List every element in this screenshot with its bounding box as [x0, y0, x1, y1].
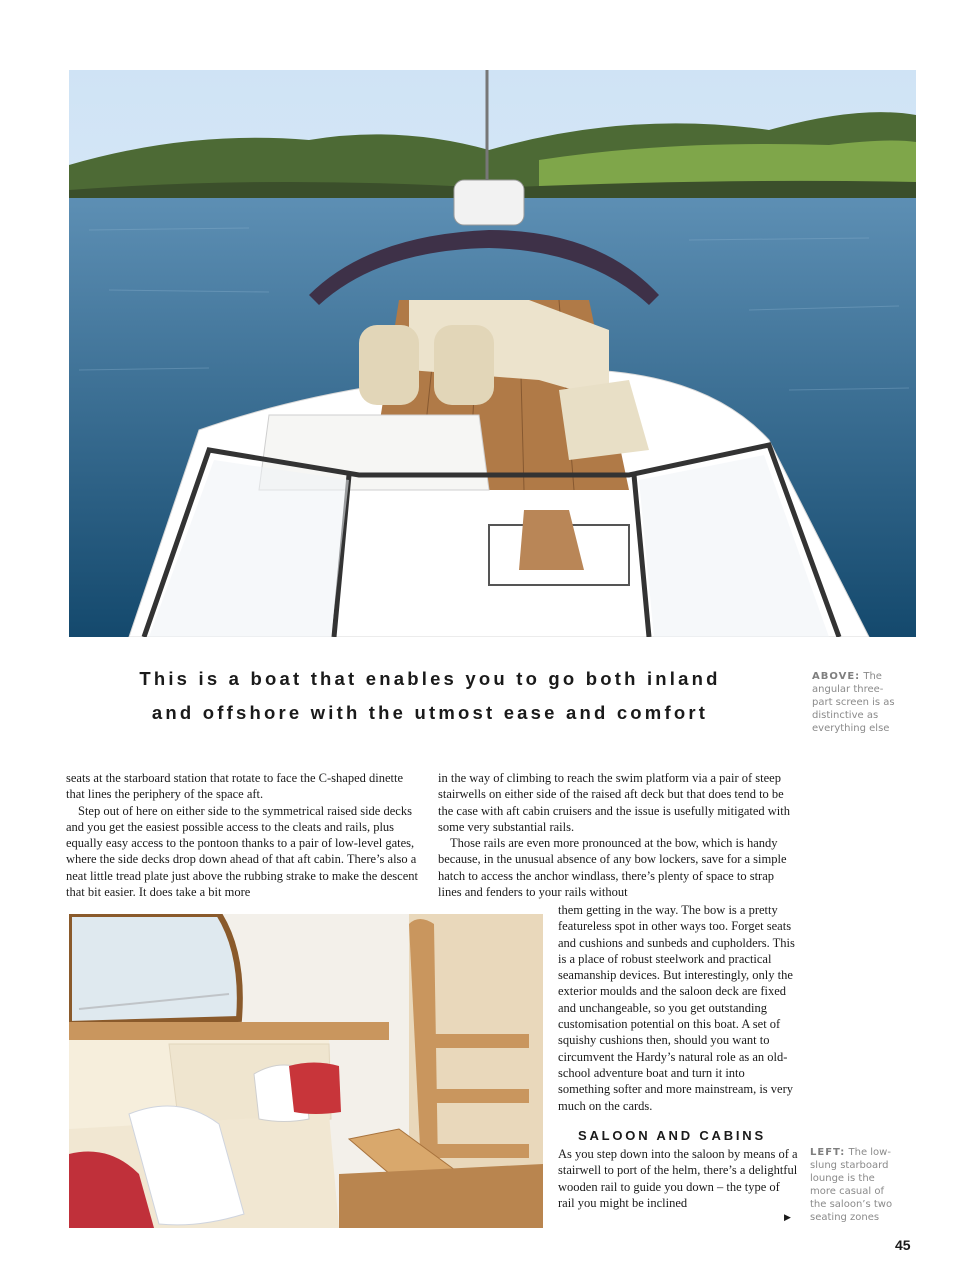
body-column-1: [66, 770, 421, 900]
body-column-3: [558, 902, 798, 1211]
column-2-paragraph-2: Those rails are even more pronounced at the bow, which is handy because, in the unusual absence of any bow lockers, save for a simple hatch to access the anchor windlass, there’s plenty of space to strap lines and fenders to your rails without: [438, 836, 787, 900]
continue-arrow-icon: ▶: [784, 1213, 791, 1223]
top-photo-boat-cockpit: [69, 70, 916, 637]
caption-above: [812, 670, 898, 735]
column-3-paragraph-2: As you step down into the saloon by means of a stairwell to port of the helm, there’s a delightful wooden rail to guide you down – the type of rail you might be inclined: [558, 1147, 798, 1211]
caption-left-text: The low-slung starboard lounge is the more casual of the saloon’s two seating zones: [810, 1147, 893, 1223]
pull-quote: [100, 662, 760, 730]
column-1-paragraph-1: seats at the starboard station that rotate to face the C-shaped dinette that lines the periphery of the space aft.: [66, 771, 404, 802]
caption-left-label: LEFT:: [810, 1147, 846, 1158]
caption-above-text: The angular three-part screen is as distinctive as everything else: [812, 671, 895, 734]
page-number: 45: [895, 1237, 911, 1253]
column-3-paragraph-1: them getting in the way. The bow is a pretty featureless spot in other ways too. Forget seats and cushions and sunbeds and cupholders. This is a place of robust steelwork and practical seamanship devices. But interestingly, only the exterior moulds and the saloon deck are fixed and unchangeable, so you get outstanding customisation potential on this boat. A set of squishy cushions then, should you want to circumvent the Hardy’s natural role as an old-school adventure boat and turn it into something softer and more mainstream, is very much on the cards.: [558, 903, 795, 1113]
pull-quote-line-2: and offshore with the utmost ease and comfort: [151, 702, 709, 723]
caption-left: [810, 1146, 900, 1224]
bottom-photo-saloon-lounge: [69, 914, 543, 1228]
column-1-paragraph-2: Step out of here on either side to the symmetrical raised side decks and you get the easiest possible access to the cleats and rails, plus equally easy access to the pontoon thanks to a pair of low-level gates, where the side decks drop down ahead of that aft cabin. There’s also a neat little tread plate just above the rubbing strake to make the descent that bit easier. It does take a bit more: [66, 803, 418, 900]
caption-above-label: ABOVE:: [812, 671, 861, 682]
column-2-paragraph-1: in the way of climbing to reach the swim platform via a pair of steep stairwells on either side of the raised aft deck but that does tend to be the case with aft cabin cruisers and the issue is usefully mitigated with some very substantial rails.: [438, 771, 790, 834]
section-heading-saloon-and-cabins: SALOON AND CABINS: [578, 1127, 766, 1143]
pull-quote-line-1: This is a boat that enables you to go both inland: [139, 668, 721, 689]
body-column-2: [438, 770, 796, 900]
